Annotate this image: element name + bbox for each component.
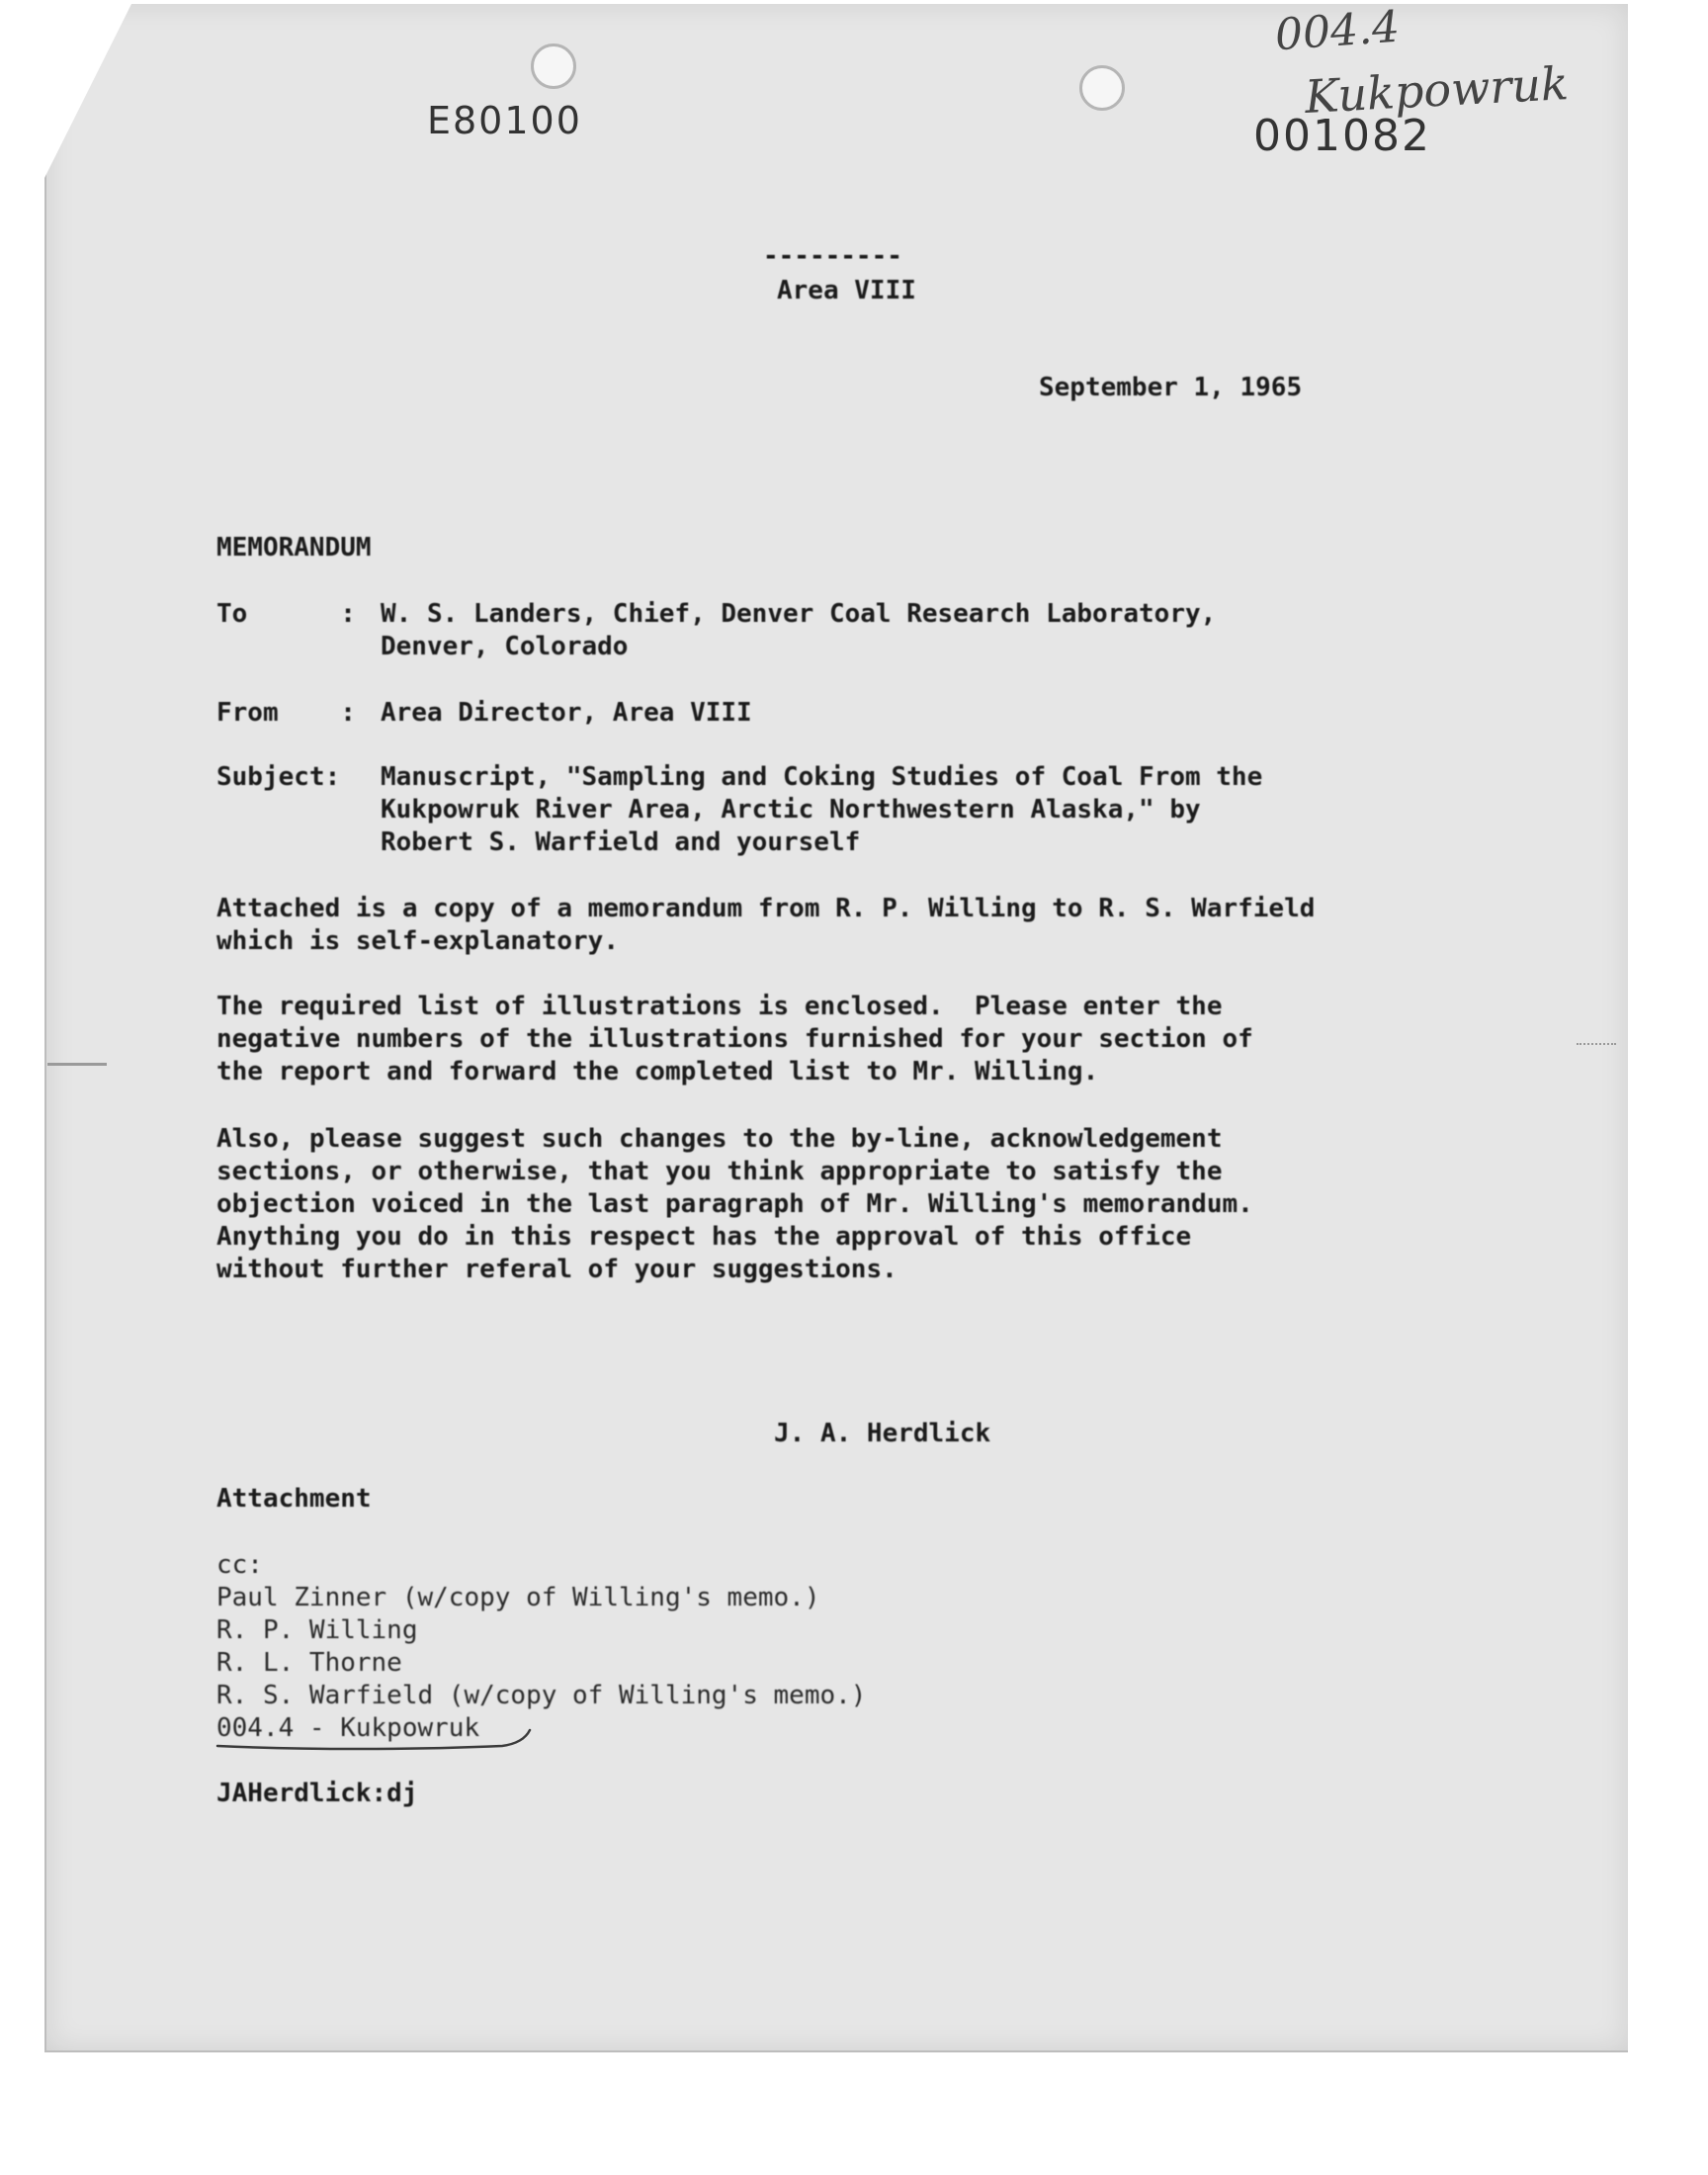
from-label: From : [216,698,356,728]
paragraph-3-line-1: Also, please suggest such changes to the by-line, acknowledgement [216,1124,1223,1154]
cc-item: R. L. Thorne [216,1648,402,1678]
paragraph-1-line-2: which is self-explanatory. [216,926,619,956]
cc-item: 004.4 - Kukpowruk [216,1713,480,1743]
memo-heading: MEMORANDUM [216,533,372,563]
memo-date: September 1, 1965 [1039,373,1303,402]
handwritten-file-code: 004.4 [1273,1,1402,61]
punch-hole-right [1079,65,1125,111]
signature-name: J. A. Herdlick [774,1419,991,1448]
typist-initials: JAHerdlick:dj [216,1779,418,1808]
cc-label: cc: [216,1550,263,1580]
paragraph-2-line-1: The required list of illustrations is enclosed. Please enter the [216,992,1223,1021]
from-value: Area Director, Area VIII [381,698,752,728]
paragraph-2-line-3: the report and forward the completed list to Mr. Willing. [216,1057,1099,1087]
paragraph-2-line-2: negative numbers of the illustrations furnished for your section of [216,1024,1253,1054]
to-line-2: Denver, Colorado [381,632,629,661]
stamp-number-right: 001082 [1253,111,1431,161]
subject-label: Subject: [216,762,341,792]
subject-line-3: Robert S. Warfield and yourself [381,827,861,857]
to-line-1: W. S. Landers, Chief, Denver Coal Research Laboratory, [381,599,1217,629]
attachment-label: Attachment [216,1484,372,1514]
cc-item: R. P. Willing [216,1615,418,1645]
subject-line-2: Kukpowruk River Area, Arctic Northwestern Alaska," by [381,795,1201,825]
paragraph-1-line-1: Attached is a copy of a memorandum from R. P. Willing to R. S. Warfield [216,894,1316,923]
paragraph-3-line-4: Anything you do in this respect has the approval of this office [216,1222,1192,1252]
to-label: To : [216,599,356,629]
stamp-number-left: E80100 [427,99,582,142]
handwritten-file-name: Kukpowruk [1303,56,1571,124]
handwritten-underline [215,1728,532,1758]
subject-line-1: Manuscript, "Sampling and Coking Studies of Coal From the [381,762,1263,792]
margin-mark-right [1577,1043,1616,1055]
header-area: Area VIII [777,276,916,305]
paragraph-3-line-3: objection voiced in the last paragraph of Mr. Willing's memorandum. [216,1189,1253,1219]
margin-mark-left [47,1063,107,1066]
folded-corner [44,0,133,178]
paragraph-3-line-5: without further referal of your suggestions. [216,1255,897,1284]
punch-hole-left [531,44,576,89]
paragraph-3-line-2: sections, or otherwise, that you think appropriate to satisfy the [216,1157,1223,1186]
cc-item: Paul Zinner (w/copy of Willing's memo.) [216,1583,820,1612]
header-dashes: --------- [763,241,902,271]
cc-item: R. S. Warfield (w/copy of Willing's memo.) [216,1681,867,1710]
